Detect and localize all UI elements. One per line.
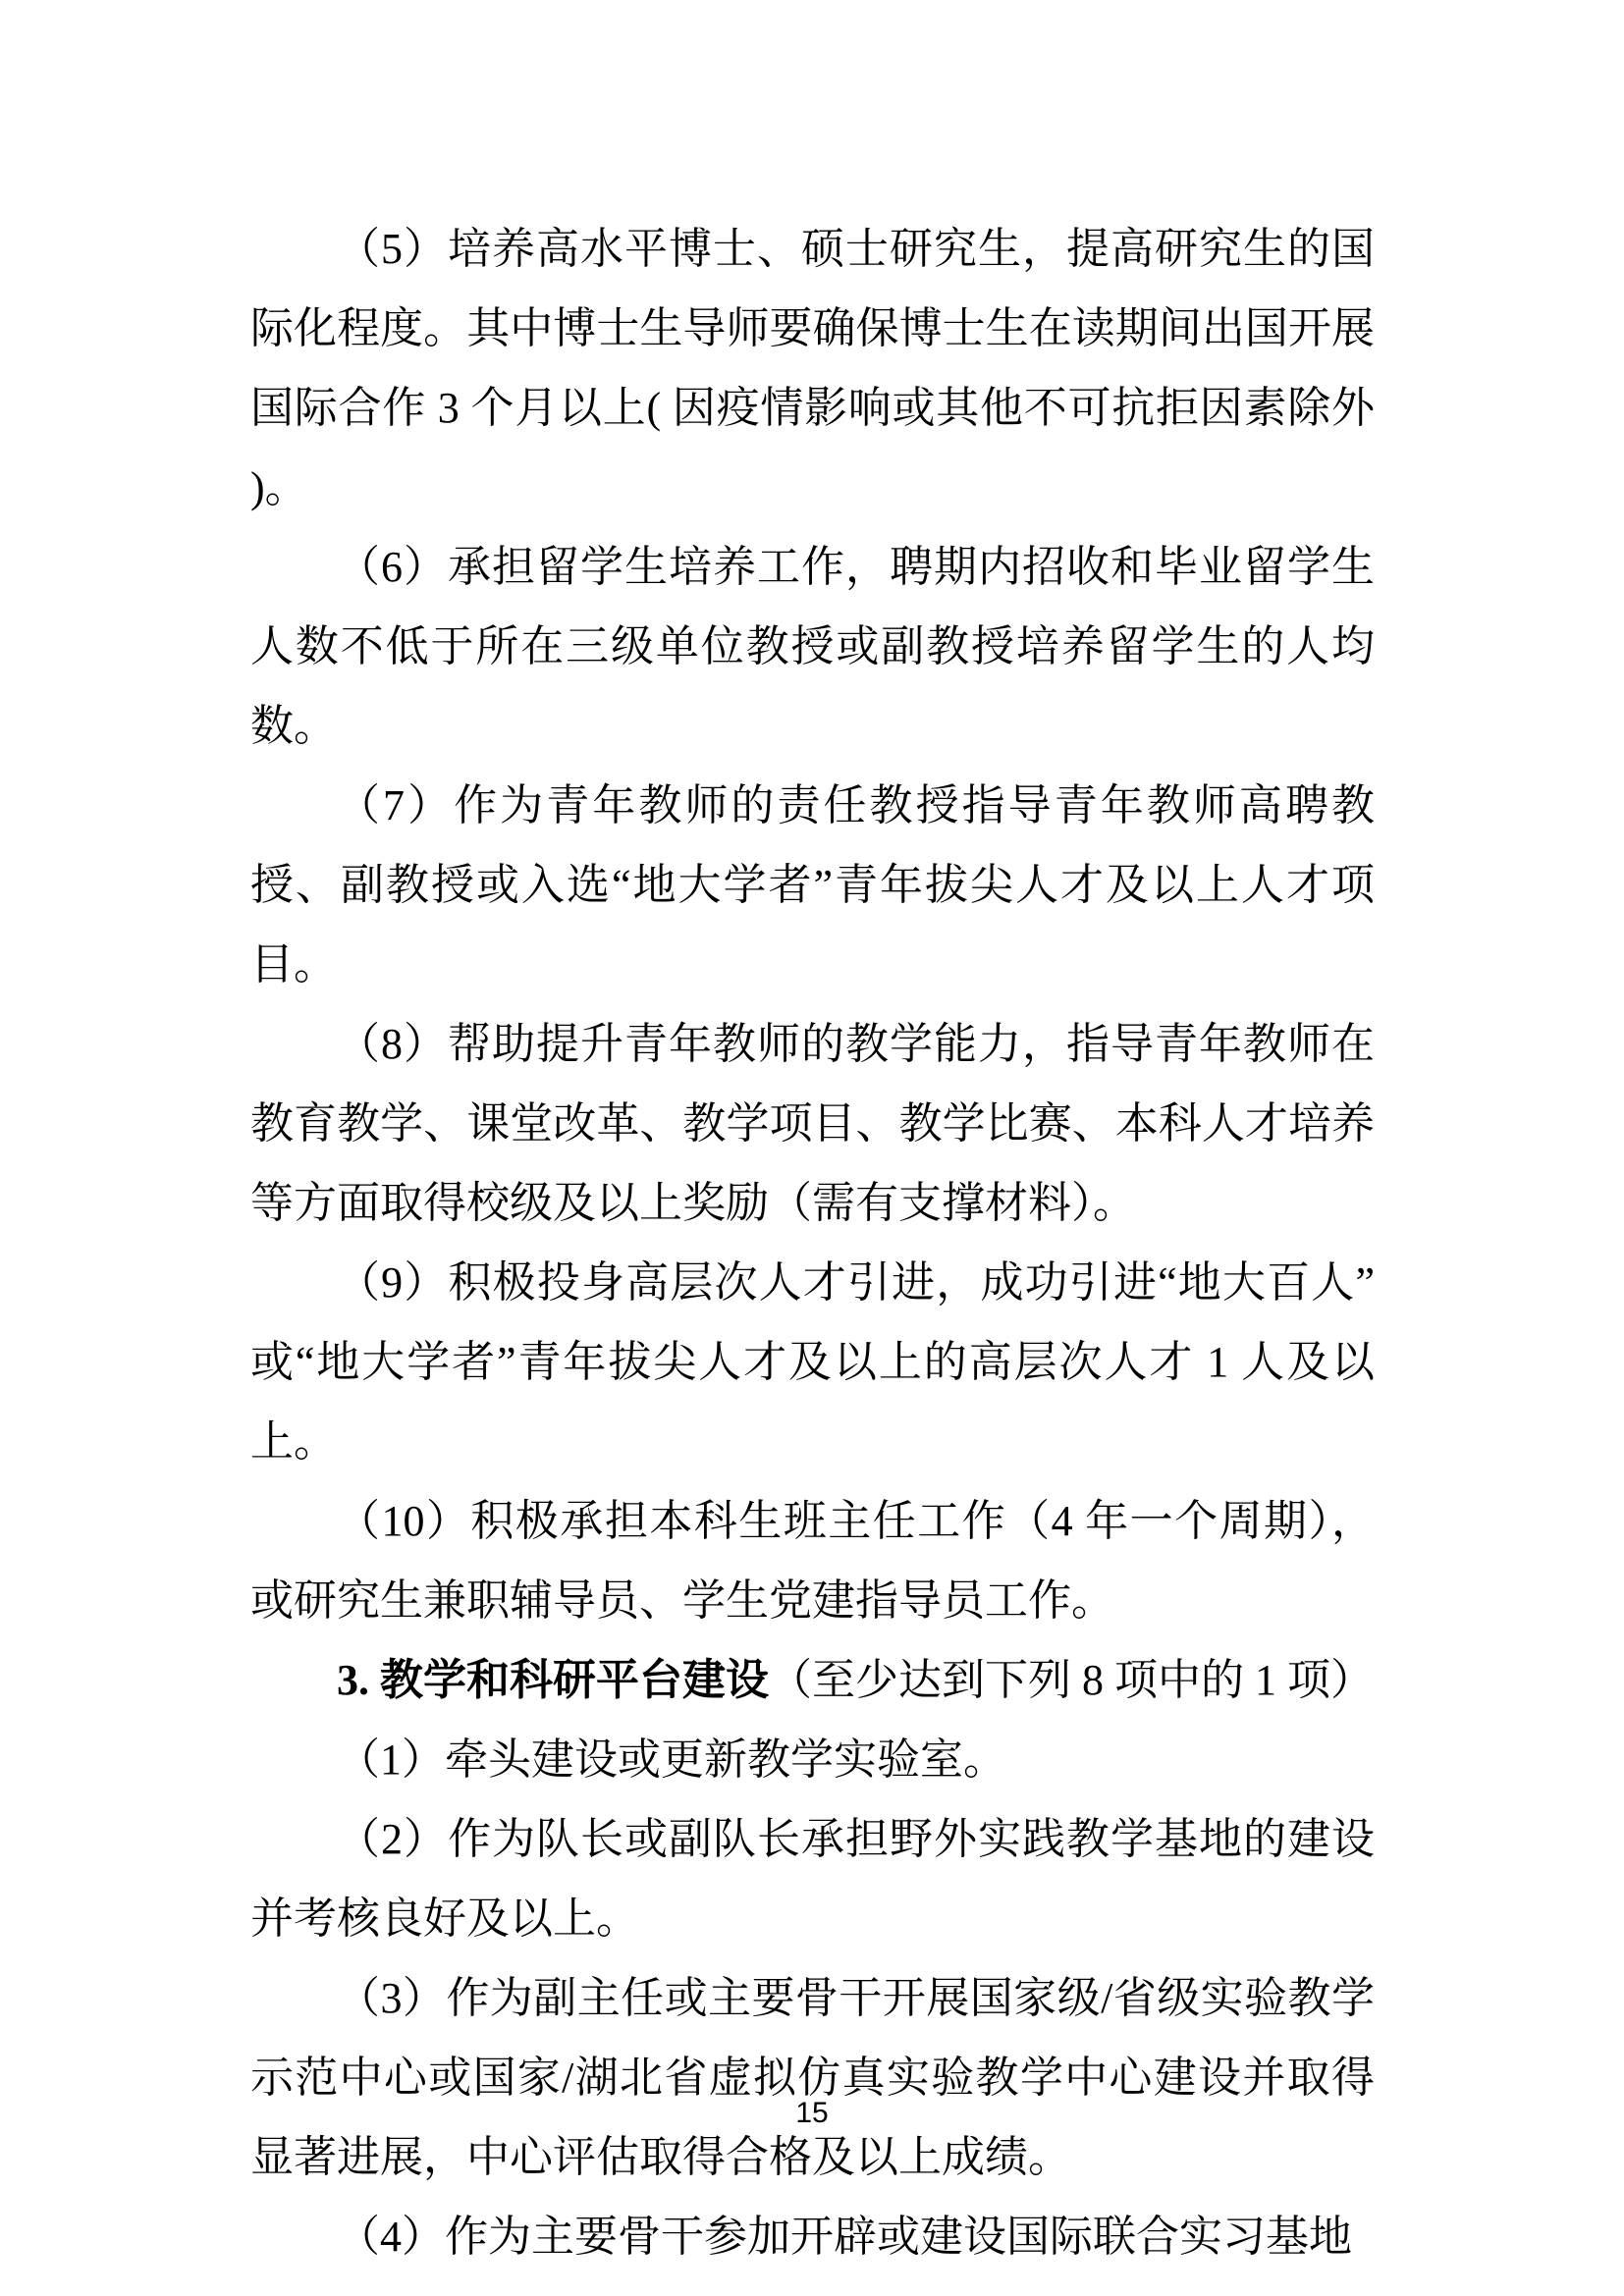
paragraph-subitem-1: （1）牵头建设或更新教学实验室。: [337, 1735, 1006, 1784]
paragraph-item-5: （5）培养高水平博士、硕士研究生，提高研究生的国际化程度。其中博士生导师要确保博士生在读期间出国开展国际合作 3 个月以上( 因疫情影响或其他不可抗拒因素除外 )。: [250, 225, 1375, 511]
paragraph-item-7: （7）作为青年教师的责任教授指导青年教师高聘教授、副教授或入选“地大学者”青年拔尖人才及以上人才项目。: [250, 781, 1375, 988]
section-heading-condition: （至少达到下列 8 项中的 1 项）: [769, 1656, 1374, 1704]
document-body: [250, 209, 1375, 2276]
section-heading-title: 3. 教学和科研平台建设: [337, 1656, 769, 1704]
paragraph-subitem-2: （2）作为队长或副队长承担野外实践教学基地的建设并考核良好及以上。: [250, 1815, 1375, 1943]
section-heading: [250, 1640, 1375, 1720]
paragraph-item-6: （6）承担留学生培养工作，聘期内招收和毕业留学生人数不低于所在三级单位教授或副教授培养留学生的人均数。: [250, 543, 1375, 750]
paragraph-item-8: （8）帮助提升青年教师的教学能力，指导青年教师在教育教学、课堂改革、教学项目、教学比赛、本科人才培养等方面取得校级及以上奖励（需有支撑材料）。: [250, 1020, 1375, 1227]
paragraph-item-10: （10）积极承担本科生班主任工作（4 年一个周期），或研究生兼职辅导员、学生党建指导员工作。: [250, 1497, 1375, 1625]
paragraph-subitem-4: （4）作为主要骨干参加开辟或建设国际联合实习基地: [337, 2213, 1352, 2261]
paragraph-item-9: （9）积极投身高层次人才引进，成功引进“地大百人”或“地大学者”青年拔尖人才及以上的高层次人才 1 人及以上。: [250, 1258, 1375, 1466]
paragraph-subitem-3: （3）作为副主任或主要骨干开展国家级/省级实验教学示范中心或国家/湖北省虚拟仿真实验教学中心建设并取得显著进展，中心评估取得合格及以上成绩。: [250, 1974, 1375, 2181]
page-number: 15: [795, 2097, 829, 2129]
